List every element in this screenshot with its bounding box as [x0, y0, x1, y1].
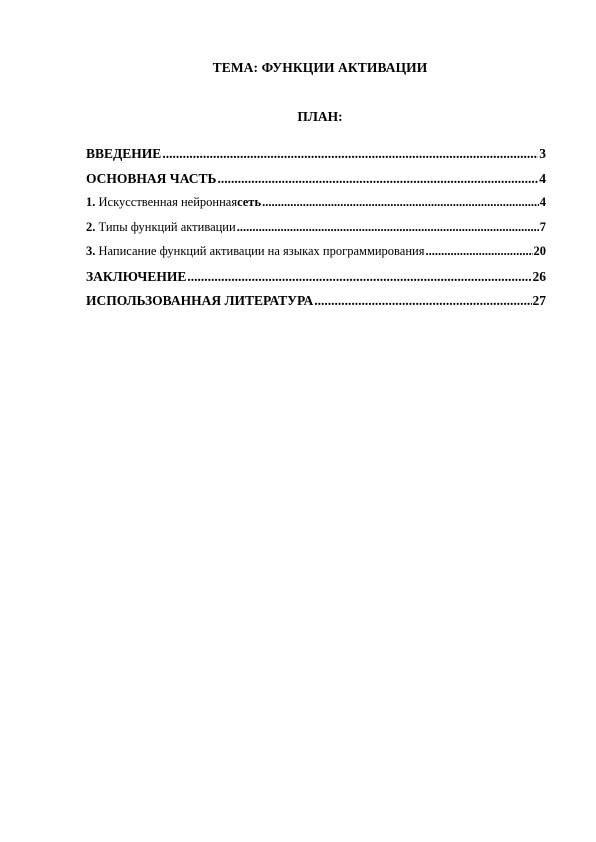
toc-entry-text: Написание функций активации на языках программирования: [98, 244, 425, 258]
toc-entry-main-part: [86, 171, 546, 196]
toc-leader-dots: [187, 269, 531, 285]
toc-entry-page: 4: [539, 170, 546, 186]
toc-entry-page: 3: [539, 146, 546, 161]
toc-leader-dots: [237, 220, 539, 235]
toc-entry-text: Типы функций активации: [98, 219, 236, 234]
toc-entry-text: Искусственная нейронная: [98, 195, 238, 209]
toc-entry-label: ВВЕДЕНИЕ: [86, 146, 162, 161]
toc-entry-references: [86, 293, 546, 318]
toc-entry-page: 26: [532, 268, 546, 284]
toc-leader-dots: [217, 171, 538, 187]
toc-entry-page: 4: [539, 195, 546, 209]
toc-entry-label: ИСПОЛЬЗОВАННАЯ ЛИТЕРАТУРА: [86, 293, 314, 308]
toc-entry-number: 2.: [86, 219, 96, 234]
toc-entry-writing-functions: [86, 244, 546, 269]
toc-entry-label: [86, 220, 236, 235]
toc-entry-page: 20: [533, 244, 546, 258]
toc-leader-dots: [314, 293, 531, 309]
toc-entry-label: [86, 195, 261, 210]
toc-entry-introduction: [86, 146, 546, 171]
toc-entry-label: ЗАКЛЮЧЕНИЕ: [86, 268, 187, 284]
toc-entry-page: 27: [532, 293, 546, 308]
toc-entry-number: 1.: [86, 195, 96, 209]
toc-entry-label: [86, 244, 424, 259]
toc-entry-activation-types: [86, 220, 546, 245]
toc-entry-neural-network: [86, 195, 546, 220]
plan-heading: ПЛАН:: [297, 109, 343, 124]
toc-entry-label: ОСНОВНАЯ ЧАСТЬ: [86, 170, 217, 186]
toc-entry-text-bold: сеть: [237, 195, 262, 209]
toc-leader-dots: [425, 244, 532, 259]
document-title: ТЕМА: ФУНКЦИИ АКТИВАЦИИ: [212, 60, 428, 75]
toc-leader-dots: [162, 146, 538, 162]
toc-entry-number: 3.: [86, 244, 96, 258]
table-of-contents: [86, 146, 546, 318]
toc-entry-conclusion: [86, 269, 546, 294]
toc-entry-page: 7: [539, 219, 546, 234]
toc-leader-dots: [262, 195, 539, 210]
